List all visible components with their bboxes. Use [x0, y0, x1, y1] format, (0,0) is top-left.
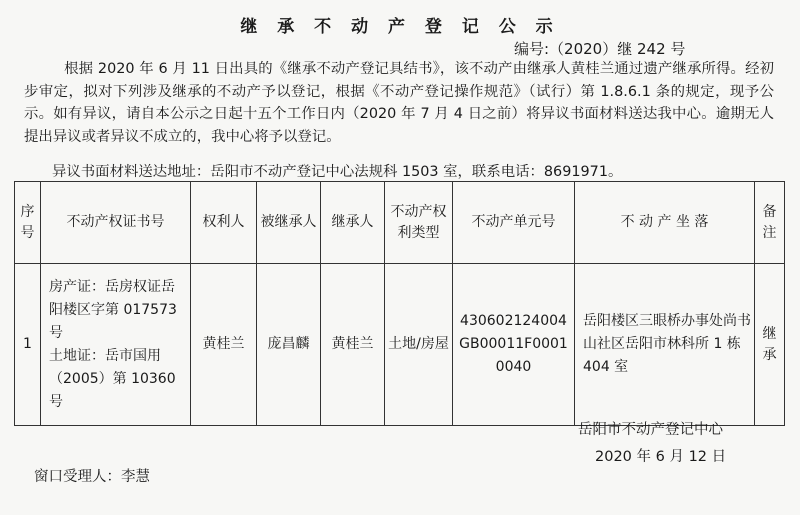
issue-date: 2020 年 6 月 12 日	[595, 449, 727, 465]
cell-owner: 黄桂兰	[191, 264, 257, 426]
body-paragraph: 根据 2020 年 6 月 11 日出具的《继承不动产登记具结书》，该不动产由继承人黄桂兰通过遗产继承所得。经初步审定，拟对下列涉及继承的不动产予以登记，根据《不动产登记操作规范》（试行）第 1.8.6.1 条的规定，现予公示。如有异议，请自本公示之日起十五个工作日内（2020 年 7 月 4 日之前）将异议书面材料送达我中心。逾期无人提出异议或者异议不成立的，我中心将予以登记。	[24, 61, 774, 145]
header-location: 不 动 产 坐 落	[575, 182, 755, 264]
header-decedent: 被继承人	[257, 182, 321, 264]
header-heir: 继承人	[321, 182, 385, 264]
cell-remark: 继承	[755, 264, 785, 426]
issuing-organization: 岳阳市不动产登记中心	[578, 422, 723, 438]
header-remark: 备注	[755, 182, 785, 264]
cell-location: 岳阳楼区三眼桥办事处尚书山社区岳阳市林科所 1 栋 404 室	[575, 264, 755, 426]
document-number: 编号:（2020）继 242 号	[514, 40, 686, 58]
cert-land: 土地证：岳市国用（2005）第 10360 号	[49, 347, 176, 410]
header-owner: 权利人	[191, 182, 257, 264]
table-row	[15, 264, 785, 426]
cell-unit-no: 430602124004GB00011F00010040	[453, 264, 575, 426]
cell-heir: 黄桂兰	[321, 264, 385, 426]
document-title: 继 承 不 动 产 登 记 公 示	[240, 17, 560, 37]
cell-seq: 1	[15, 264, 41, 426]
header-cert-no: 不动产权证书号	[41, 182, 191, 264]
cell-cert-no	[41, 264, 191, 426]
cell-decedent: 庞昌麟	[257, 264, 321, 426]
header-seq: 序号	[15, 182, 41, 264]
objection-address: 异议书面材料送达地址：岳阳市不动产登记中心法规科 1503 室，联系电话：8691971。	[52, 164, 623, 180]
header-right-type: 不动产权利类型	[385, 182, 453, 264]
cert-house: 房产证：岳房权证岳阳楼区字第 017573 号	[49, 278, 177, 341]
notice-body	[24, 58, 774, 148]
cell-right-type: 土地/房屋	[385, 264, 453, 426]
table-header-row	[15, 182, 785, 264]
property-table	[14, 181, 785, 426]
header-unit-no: 不动产单元号	[453, 182, 575, 264]
window-receiver: 窗口受理人：李慧	[34, 469, 150, 485]
